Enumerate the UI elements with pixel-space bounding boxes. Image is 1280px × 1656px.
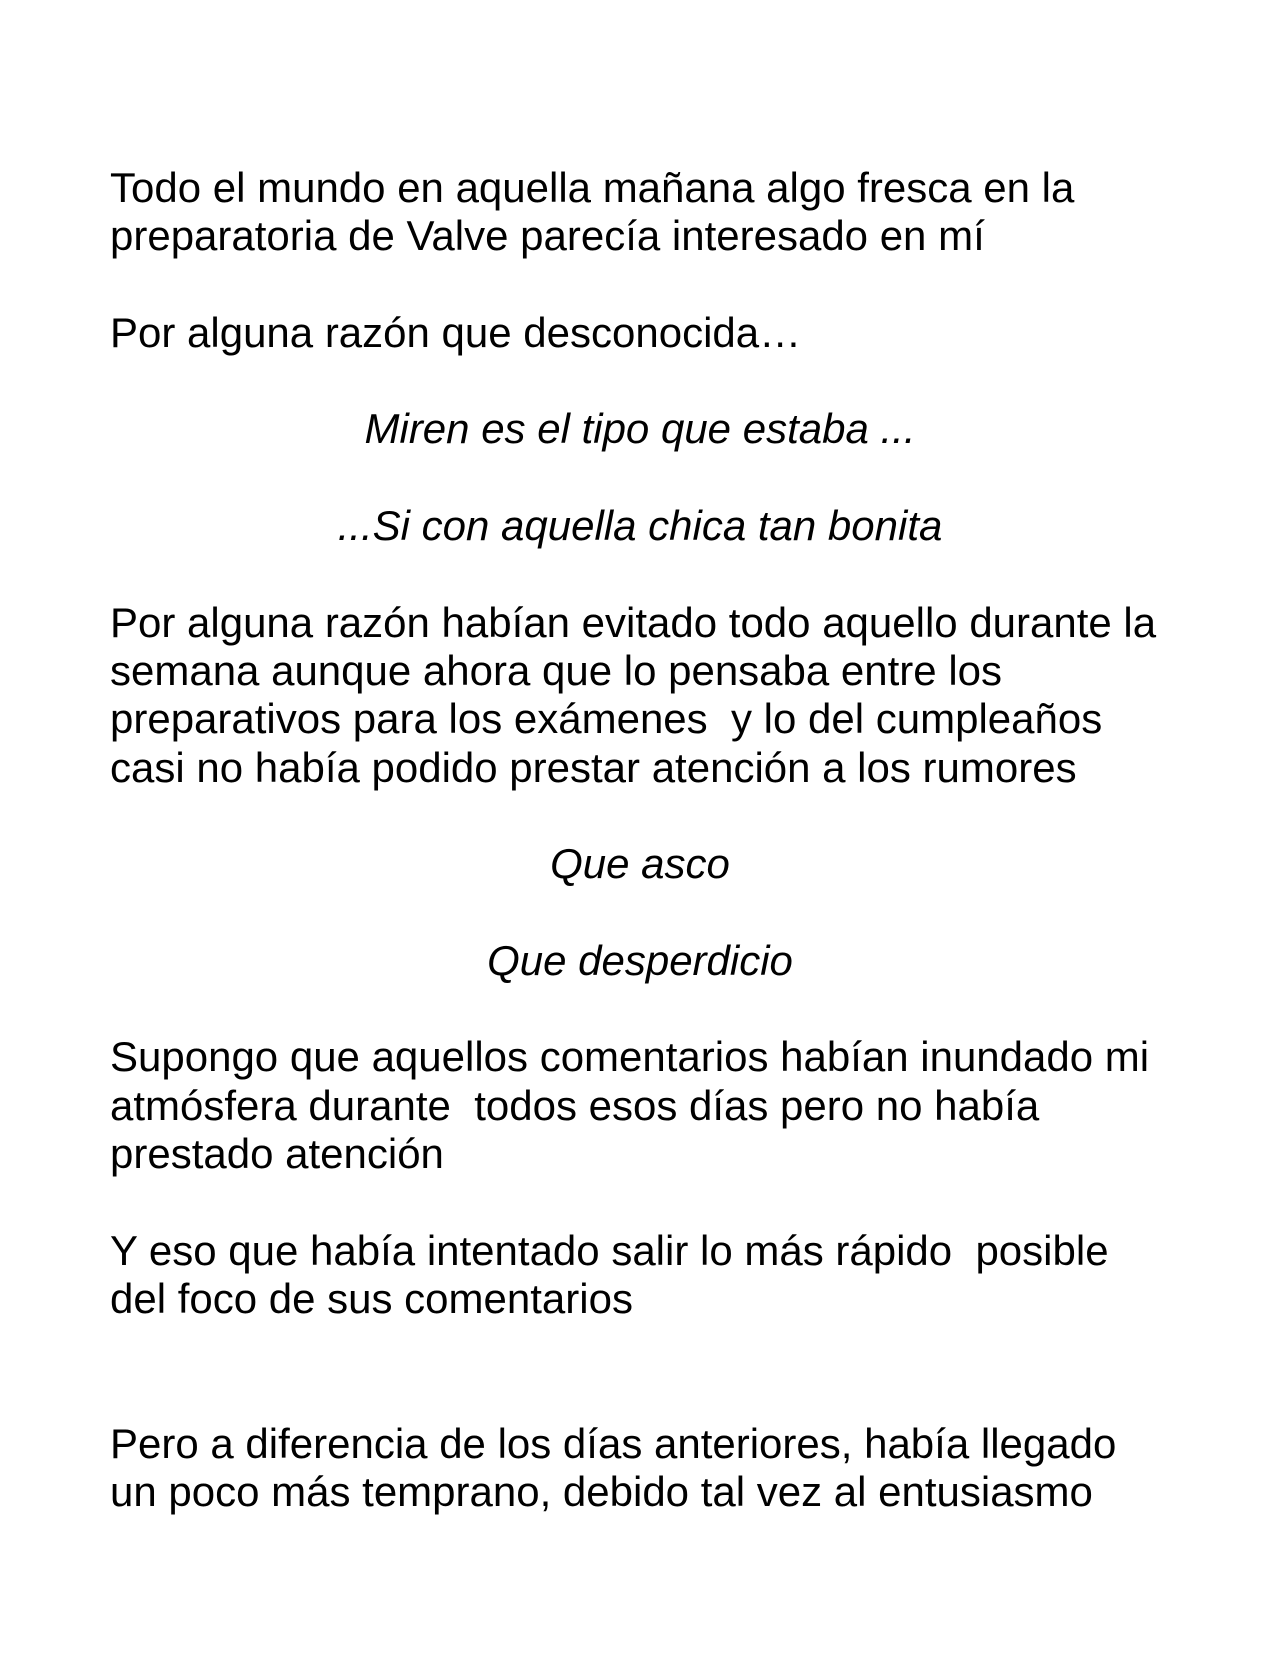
paragraph-10	[110, 1420, 1170, 1517]
paragraph-8	[110, 1033, 1170, 1178]
paragraph-5	[110, 599, 1170, 792]
paragraph-7	[110, 937, 1170, 985]
text-line: Todo el mundo en aquella mañana algo fresca en la	[110, 164, 1075, 211]
text-line: casi no había podido prestar atención a los rumores	[110, 743, 1077, 791]
text-line: preparativos para los exámenes y lo del cumpleaños	[110, 695, 1103, 743]
text-line: del foco de sus comentarios	[110, 1274, 633, 1322]
text-line: prestado atención	[110, 1129, 444, 1177]
text-line: Que desperdicio	[487, 936, 793, 984]
text-line: Por alguna razón que desconocida…	[110, 308, 802, 356]
paragraph-4	[110, 502, 1170, 550]
text-line: Y eso que había intentado salir lo más rápido posible	[110, 1226, 1109, 1274]
text-line: Que asco	[550, 840, 730, 888]
text-line: Miren es el tipo que estaba ...	[364, 405, 916, 453]
paragraph-6	[110, 840, 1170, 888]
text-line: preparatoria de Valve parecía interesado en mí	[110, 212, 985, 260]
text-line: Supongo que aquellos comentarios habían inundado mi	[110, 1033, 1150, 1081]
paragraph-9	[110, 1227, 1170, 1324]
paragraph-2	[110, 309, 1170, 357]
text-line: un poco más temprano, debido tal vez al entusiasmo	[110, 1468, 1093, 1516]
text-line: ...Si con aquella chica tan bonita	[337, 502, 943, 550]
text-line: semana aunque ahora que lo pensaba entre los	[110, 646, 1003, 694]
paragraph-1	[110, 164, 1170, 261]
text-line: atmósfera durante todos esos días pero no había	[110, 1081, 1040, 1129]
paragraph-3	[110, 405, 1170, 453]
text-line: Pero a diferencia de los días anteriores, había llegado	[110, 1419, 1117, 1467]
text-line: Por alguna razón habían evitado todo aquello durante la	[110, 598, 1157, 646]
